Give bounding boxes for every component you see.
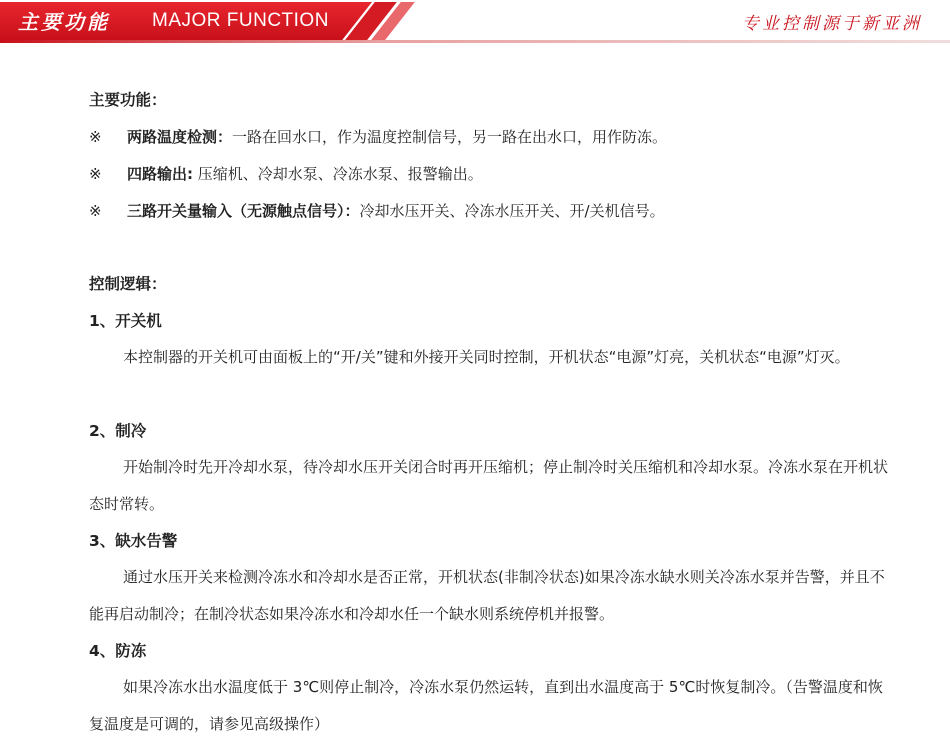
- logic-heading: 控制逻辑：: [89, 275, 167, 293]
- bullet-mark: ※: [89, 128, 102, 146]
- function-item: [89, 162, 483, 186]
- function-label: 四路输出:: [127, 165, 193, 183]
- section-title: 2、制冷: [89, 422, 147, 440]
- header-slogan: 专业控制源于新亚洲: [742, 14, 922, 34]
- function-label: 两路温度检测：: [127, 128, 233, 146]
- section-body: 如果冷冻水出水温度低于 3℃则停止制冷，冷冻水泵仍然运转，直到出水温度高于 5℃时恢复制冷。（告警温度和恢复温度是可调的，请参见高级操作）: [89, 678, 883, 733]
- section-title: 3、缺水告警: [89, 532, 178, 550]
- function-text: 冷却水压开关、冷冻水压开关、开/关机信号。: [359, 202, 665, 220]
- function-text: 压缩机、冷却水泵、冷冻水泵、报警输出。: [193, 165, 483, 183]
- header-title-en: MAJOR FUNCTION: [152, 10, 329, 31]
- section-title: 1、开关机: [89, 312, 162, 330]
- section-title: 4、防冻: [89, 642, 147, 660]
- function-text: 一路在回水口，作为温度控制信号，另一路在出水口，用作防冻。: [232, 128, 668, 146]
- header-underline: [0, 40, 950, 43]
- function-item: [89, 125, 667, 149]
- section-body: 开始制冷时先开冷却水泵，待冷却水压开关闭合时再开压缩机；停止制冷时关压缩机和冷却水泵。冷冻水泵在开机状态时常转。: [89, 458, 889, 513]
- function-item: [89, 199, 665, 223]
- functions-heading: 主要功能：: [89, 91, 167, 109]
- header-banner: [0, 0, 950, 44]
- bullet-mark: ※: [89, 165, 102, 183]
- bullet-mark: ※: [89, 202, 102, 220]
- function-label: 三路开关量输入（无源触点信号）：: [127, 202, 360, 220]
- header-title-cn: 主要功能: [18, 10, 110, 34]
- section-body: 本控制器的开关机可由面板上的“开/关”键和外接开关同时控制，开机状态“电源”灯亮，关机状态“电源”灯灭。: [123, 348, 850, 366]
- section-body: 通过水压开关来检测冷冻水和冷却水是否正常，开机状态(非制冷状态)如果冷冻水缺水则关冷冻水泵并告警，并且不能再启动制冷；在制冷状态如果冷冻水和冷却水任一个缺水则系统停机并报警。: [89, 568, 885, 623]
